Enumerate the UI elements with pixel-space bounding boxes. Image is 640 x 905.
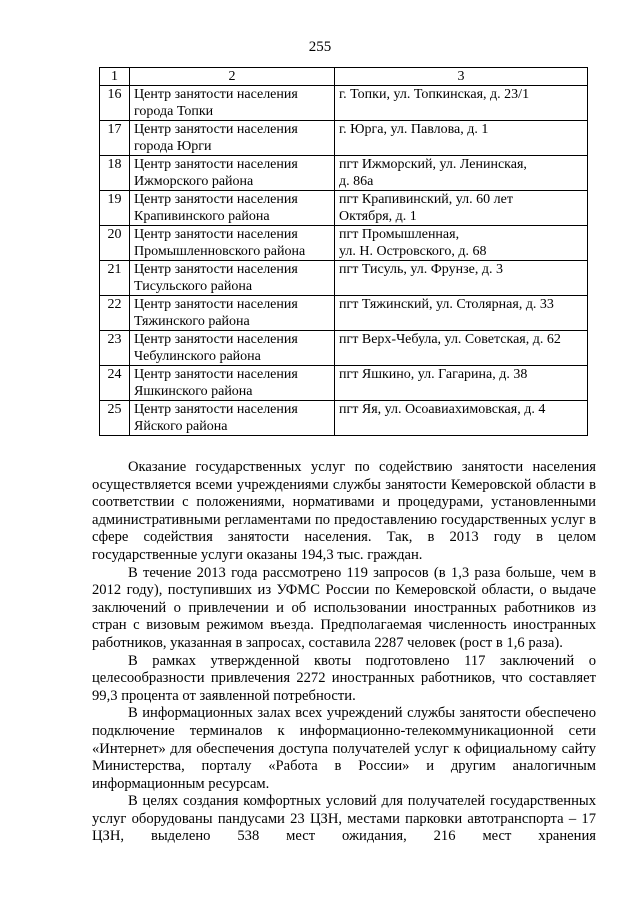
row-number: 21 [100,261,130,296]
table-row [100,401,588,436]
address-cell [335,401,588,436]
center-name-line: Крапивинского района [134,209,270,224]
center-name-line: Центр занятости населения [134,122,298,137]
center-name-cell [130,226,335,261]
address-cell [335,191,588,226]
table-row [100,296,588,331]
center-name-line: Ижморского района [134,174,254,189]
center-name-cell [130,401,335,436]
address-cell [335,226,588,261]
center-name-line: города Юрги [134,139,212,154]
row-number: 20 [100,226,130,261]
table-row [100,331,588,366]
center-name-line: Тяжинского района [134,314,250,329]
center-name-line: Центр занятости населения [134,367,298,382]
header-cell-name: 2 [130,68,335,86]
address-line: пгт Верх-Чебула, ул. Советская, д. 62 [339,332,561,347]
employment-centers-table [99,67,588,436]
table-row [100,366,588,401]
center-name-line: Центр занятости населения [134,227,298,242]
center-name-line: Центр занятости населения [134,192,298,207]
table-header-row [100,68,588,86]
center-name-cell [130,156,335,191]
row-number: 17 [100,121,130,156]
address-line: г. Юрга, ул. Павлова, д. 1 [339,122,489,137]
address-line: пгт Ижморский, ул. Ленинская, [339,157,527,172]
table-row [100,156,588,191]
address-cell [335,121,588,156]
address-cell [335,331,588,366]
center-name-line: Яйского района [134,419,228,434]
center-name-cell [130,261,335,296]
row-number: 23 [100,331,130,366]
paragraph-comfort-conditions: В целях создания комфортных условий для получателей государственных услуг оборудованы пандусами 23 ЦЗН, местами парковки автотранспорта – 17 ЦЗН, выделено 538 мест ожидания, 216 мест хранения [92,793,596,845]
address-line: Октября, д. 1 [339,209,417,224]
address-line: пгт Яя, ул. Осоавиахимовская, д. 4 [339,402,546,417]
address-line: пгт Промышленная, [339,227,460,242]
header-cell-address: 3 [335,68,588,86]
center-name-cell [130,191,335,226]
center-name-cell [130,86,335,121]
address-line: г. Топки, ул. Топкинская, д. 23/1 [339,87,530,102]
address-cell [335,366,588,401]
center-name-line: Центр занятости населения [134,157,298,172]
row-number: 18 [100,156,130,191]
page-number: 255 [308,39,332,55]
body-text [92,459,596,846]
address-line: пгт Тяжинский, ул. Столярная, д. 33 [339,297,554,312]
address-line: пгт Яшкино, ул. Гагарина, д. 38 [339,367,528,382]
address-line: д. 86а [339,174,374,189]
center-name-cell [130,121,335,156]
table-row [100,261,588,296]
center-name-line: Чебулинского района [134,349,261,364]
table-row [100,121,588,156]
paragraph-quota: В рамках утвержденной квоты подготовлено 117 заключений о целесообразности привлечения 2272 иностранных работников, что составляет 99,3 процента от заявленной потребности. [92,652,596,704]
center-name-line: Промышленновского района [134,244,306,259]
row-number: 25 [100,401,130,436]
paragraph-requests: В течение 2013 года рассмотрено 119 запросов (в 1,3 раза больше, чем в 2012 году), поступивших из УФМС России по Кемеровской области, о выдаче заключений о привлечении и об использовании иностранных работников из стран с визовым режимом въезда. Предполагаемая численность иностранных работников, указанная в запросах, составила 2287 человек (рост в 1,6 раза). [92,564,596,651]
paragraph-information-halls: В информационных залах всех учреждений службы занятости обеспечено подключение терминалов к информационно-телекоммуникационной сети «Интернет» для обеспечения доступа получателей услуг к официальному сайту Министерства, порталу «Работа в России» и другим аналогичным информационным ресурсам. [92,705,596,792]
table-row [100,226,588,261]
address-line: ул. Н. Островского, д. 68 [339,244,487,259]
center-name-line: Центр занятости населения [134,87,298,102]
row-number: 22 [100,296,130,331]
center-name-line: города Топки [134,104,214,119]
row-number: 24 [100,366,130,401]
center-name-cell [130,296,335,331]
center-name-line: Тисульского района [134,279,253,294]
center-name-line: Яшкинского района [134,384,253,399]
address-cell [335,86,588,121]
row-number: 16 [100,86,130,121]
center-name-line: Центр занятости населения [134,262,298,277]
table-row [100,191,588,226]
center-name-line: Центр занятости населения [134,332,298,347]
center-name-line: Центр занятости населения [134,402,298,417]
address-line: пгт Крапивинский, ул. 60 лет [339,192,513,207]
address-cell [335,296,588,331]
row-number: 19 [100,191,130,226]
table-row [100,86,588,121]
center-name-cell [130,366,335,401]
address-line: пгт Тисуль, ул. Фрунзе, д. 3 [339,262,503,277]
center-name-line: Центр занятости населения [134,297,298,312]
address-cell [335,261,588,296]
center-name-cell [130,331,335,366]
paragraph-services: Оказание государственных услуг по содействию занятости населения осуществляется всеми учреждениями службы занятости Кемеровской области в соответствии с положениями, нормативами и процедурами, установленными административными регламентами по предоставлению государственных услуг в сфере содействия занятости населения. Так, в 2013 году в целом государственные услуги оказаны 194,3 тыс. граждан. [92,459,596,563]
header-cell-number: 1 [100,68,130,86]
address-cell [335,156,588,191]
